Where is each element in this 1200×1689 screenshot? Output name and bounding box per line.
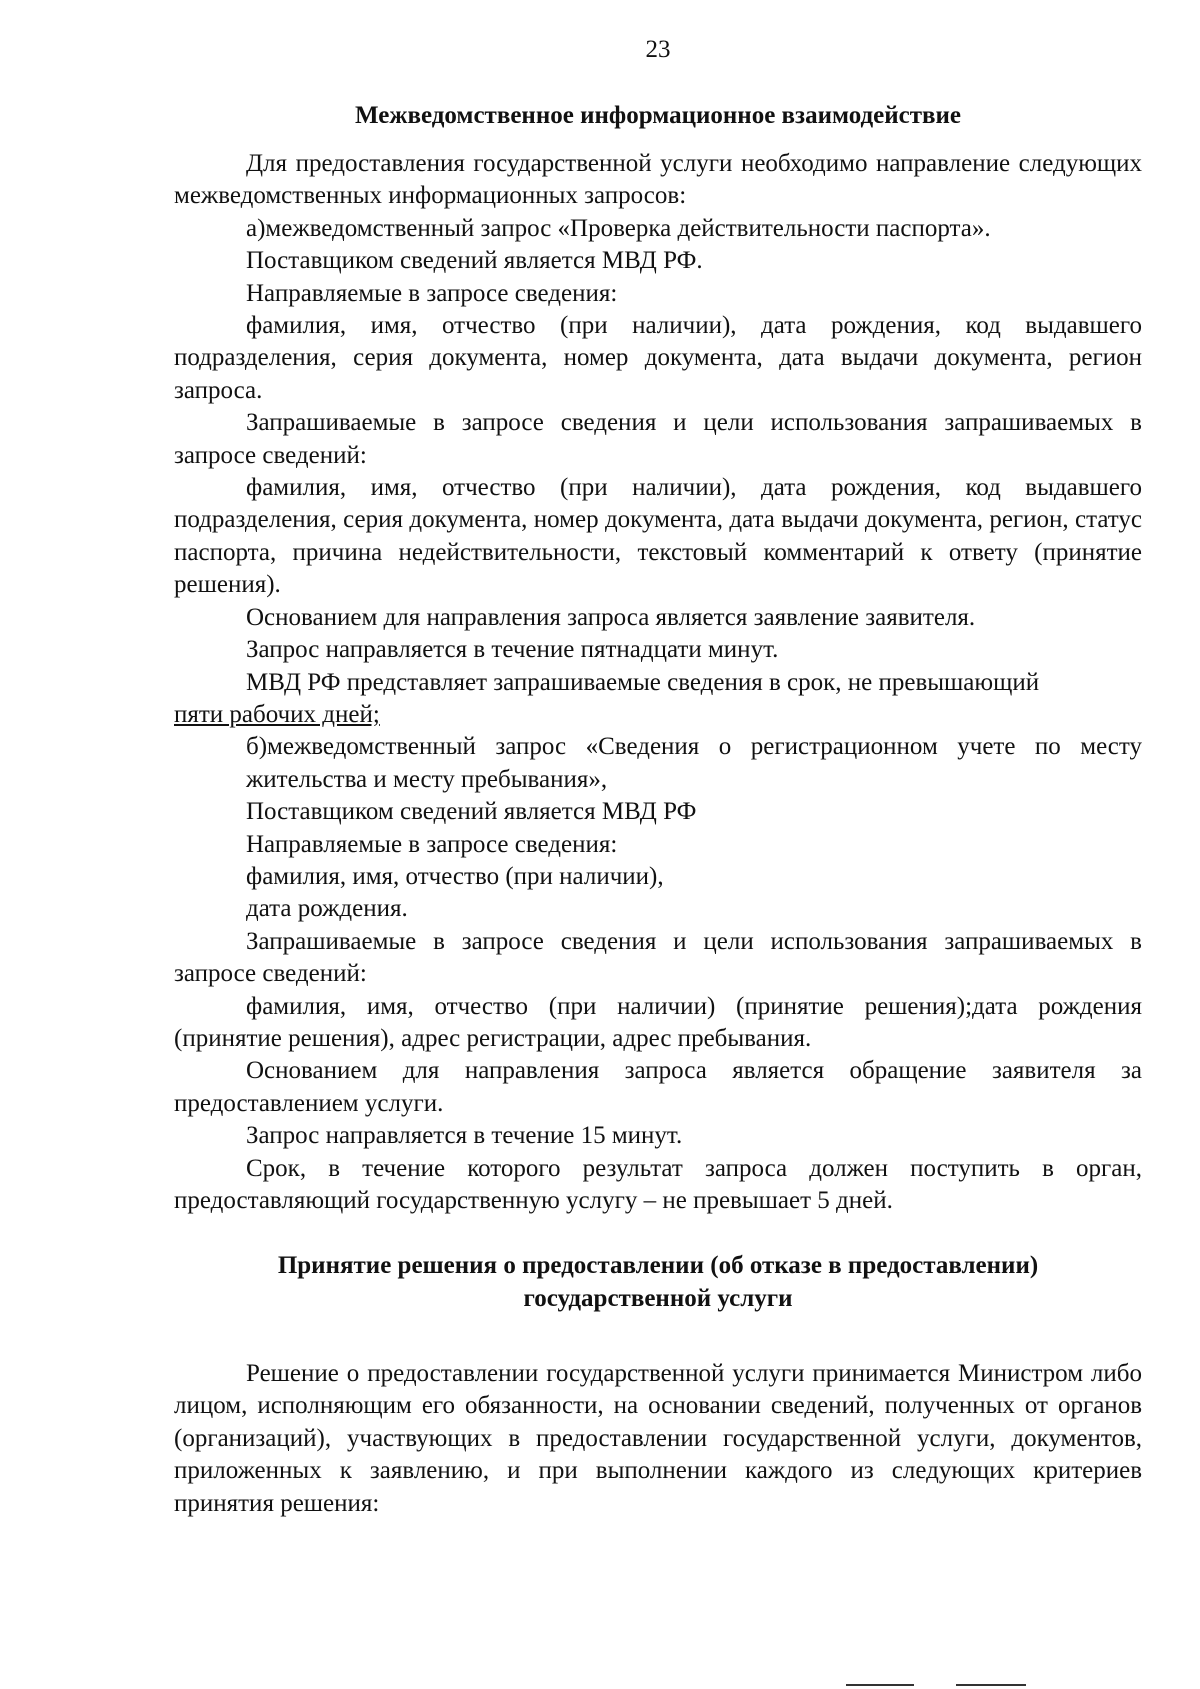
paragraph: фамилия, имя, отчество (при наличии), дата рождения, код выдавшего подразделения, серия документа, номер документа, дата выдачи документа, регион запроса. — [174, 312, 1142, 404]
paragraph: Направляемые в запросе сведения: — [246, 830, 618, 858]
paragraph: Решение о предоставлении государственной услуги принимается Министром либо лицом, исполняющим его обязанности, на основании сведений, полученных от органов (организаций), участвующих в предоставлении государственной услуги, документов, приложенных к заявлению, и при выполнении каждого из следующих критериев принятия решения: — [174, 1360, 1142, 1517]
paragraph: Запрашиваемые в запросе сведения и цели использования запрашиваемых в запросе сведений: — [174, 409, 1142, 469]
paragraph: фамилия, имя, отчество (при наличии) (принятие решения);дата рождения (принятие решения), адрес регистрации, адрес пребывания. — [174, 992, 1142, 1052]
paragraph: фамилия, имя, отчество (при наличии), дата рождения, код выдавшего подразделения, серия документа, номер документа, дата выдачи документа, регион, статус паспорта, причина недействительности, текстовый комментарий к ответу (принятие решения). — [174, 474, 1142, 599]
underlined-deadline: пяти рабочих дней; — [174, 700, 380, 728]
paragraph: Запрос направляется в течение 15 минут. — [246, 1122, 683, 1150]
paragraph: Поставщиком сведений является МВД РФ. — [246, 247, 703, 275]
paragraph: Поставщиком сведений является МВД РФ — [246, 798, 697, 826]
section-body-decision — [174, 1358, 1142, 1520]
page-number: 23 — [645, 36, 671, 63]
paragraph: Основанием для направления запроса является обращение заявителя за предоставлением услуги. — [174, 1057, 1142, 1117]
paragraph: МВД РФ представляет запрашиваемые сведения в срок, не превышающий — [246, 668, 1040, 696]
paragraph: Основанием для направления запроса является заявление заявителя. — [246, 603, 976, 631]
paragraph: Для предоставления государственной услуги необходимо направление следующих межведомственных информационных запросов: — [174, 150, 1142, 210]
footer-rule — [846, 1684, 1026, 1686]
section-heading-decision-line-2: государственной услуги — [523, 1285, 793, 1312]
paragraph: Запрос направляется в течение пятнадцати минут. — [246, 636, 779, 664]
paragraph: Срок, в течение которого результат запроса должен поступить в орган, предоставляющий государственную услугу – не превышает 5 дней. — [174, 1154, 1142, 1214]
paragraph: дата рождения. — [246, 895, 408, 923]
paragraph: Направляемые в запросе сведения: — [246, 279, 618, 307]
paragraph: а)межведомственный запрос «Проверка действительности паспорта». — [246, 214, 991, 242]
paragraph: фамилия, имя, отчество (при наличии), — [246, 862, 664, 890]
section-heading-decision-line-1: Принятие решения о предоставлении (об отказе в предоставлении) — [277, 1252, 1039, 1279]
section-heading-interagency: Межведомственное информационное взаимодействие — [355, 102, 961, 129]
section-body-interagency — [174, 148, 1142, 1217]
paragraph: б)межведомственный запрос «Сведения о регистрационном учете по месту жительства и месту пребывания», — [246, 733, 1142, 793]
paragraph: Запрашиваемые в запросе сведения и цели использования запрашиваемых в запросе сведений: — [174, 927, 1142, 988]
